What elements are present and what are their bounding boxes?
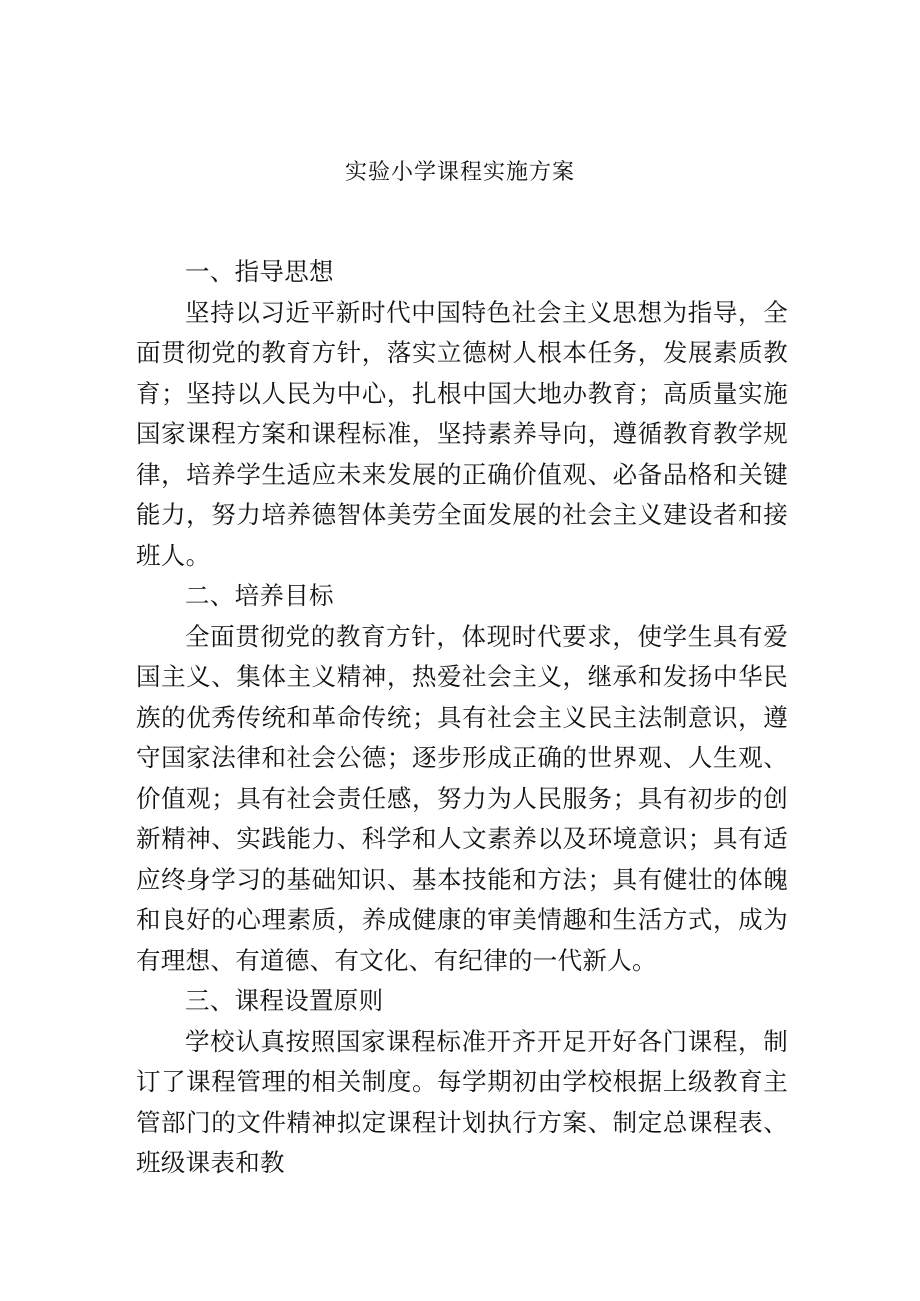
document-body bbox=[136, 252, 788, 1184]
section-paragraph: 坚持以习近平新时代中国特色社会主义思想为指导，全面贯彻党的教育方针，落实立德树人根本任务，发展素质教育；坚持以人民为中心，扎根中国大地办教育；高质量实施国家课程方案和课程标准，坚持素养导向，遵循教育教学规律，培养学生适应未来发展的正确价值观、必备品格和关键能力，努力培养德智体美劳全面发展的社会主义建设者和接班人。 bbox=[136, 297, 788, 570]
document-title: 实验小学课程实施方案 bbox=[344, 160, 575, 185]
section-heading: 一、指导思想 bbox=[185, 257, 334, 286]
section-heading: 二、培养目标 bbox=[185, 581, 334, 610]
section-training-goals bbox=[136, 576, 788, 981]
section-curriculum-principles bbox=[136, 981, 788, 1184]
section-paragraph: 全面贯彻党的教育方针，体现时代要求，使学生具有爱国主义、集体主义精神，热爱社会主义，继承和发扬中华民族的优秀传统和革命传统；具有社会主义民主法制意识，遵守国家法律和社会公德；逐步形成正确的世界观、人生观、价值观；具有社会责任感，努力为人民服务；具有初步的创新精神、实践能力、科学和人文素养以及环境意识；具有适应终身学习的基础知识、基本技能和方法；具有健壮的体魄和良好的心理素质，养成健康的审美情趣和生活方式，成为有理想、有道德、有文化、有纪律的一代新人。 bbox=[136, 621, 788, 975]
section-guiding-ideology bbox=[136, 252, 788, 576]
section-paragraph: 学校认真按照国家课程标准开齐开足开好各门课程，制订了课程管理的相关制度。每学期初由学校根据上级教育主管部门的文件精神拟定课程计划执行方案、制定总课程表、班级课表和教 bbox=[136, 1026, 788, 1177]
section-heading: 三、课程设置原则 bbox=[185, 986, 384, 1015]
